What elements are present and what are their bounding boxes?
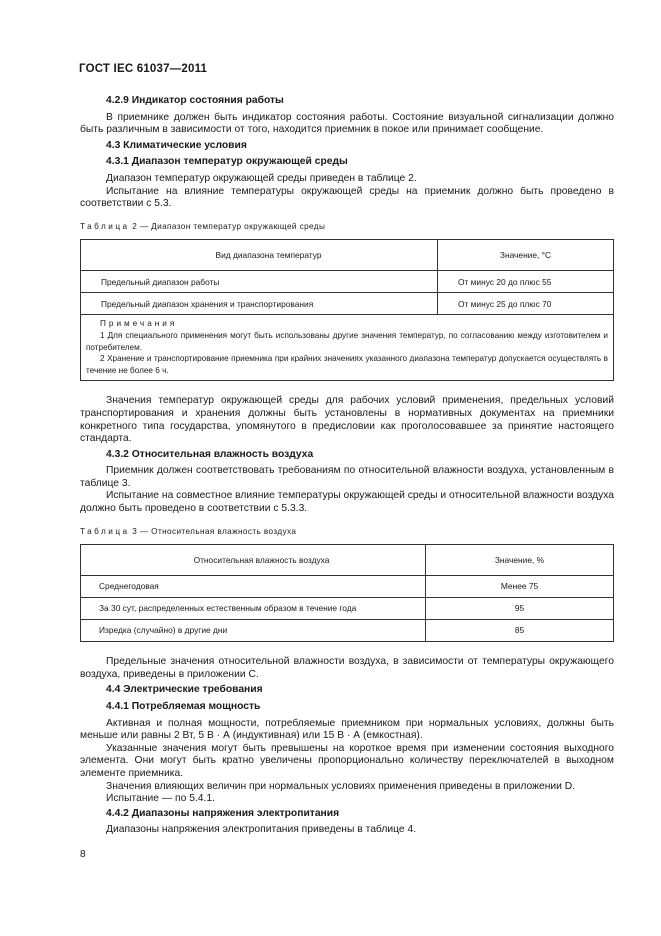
after-table-3-paragraph: Предельные значения относительной влажности воздуха, в зависимости от температуры окружающего воздуха, приведены в приложении С. bbox=[80, 656, 614, 680]
table-row bbox=[81, 620, 614, 642]
table-3-cell: Менее 75 bbox=[426, 576, 614, 598]
table-3-caption-text: 3 — Относительная влажность воздуха bbox=[129, 526, 297, 536]
table-row bbox=[81, 598, 614, 620]
table-2-caption-word: Таблица bbox=[80, 221, 130, 231]
table-3-caption-word: Таблица bbox=[80, 526, 130, 536]
table-2-header-row bbox=[81, 240, 614, 271]
section-4-3-1-paragraph-1: Диапазон температур окружающей среды приведен в таблице 2. bbox=[106, 172, 417, 184]
table-2-cell: Предельный диапазон работы bbox=[81, 271, 438, 293]
notes-title: Примечания bbox=[100, 319, 178, 329]
table-2-cell: Предельный диапазон хранения и транспортирования bbox=[81, 293, 438, 315]
table-3-cell: Изредка (случайно) в другие дни bbox=[81, 620, 426, 642]
section-4-4-2-title: 4.4.2 Диапазоны напряжения электропитания bbox=[106, 807, 340, 819]
table-2-cell: От минус 20 до плюс 55 bbox=[438, 271, 614, 293]
section-4-3-1-paragraph-2: Испытание на влияние температуры окружающей среды на приемник должно быть проведено в соответствии с 5.3. bbox=[80, 185, 614, 210]
table-row bbox=[81, 293, 614, 315]
table-2-header-type: Вид диапазона температур bbox=[81, 240, 438, 271]
table-3-header-value: Значение, % bbox=[426, 545, 614, 576]
table-3-caption bbox=[80, 526, 614, 539]
table-2-caption bbox=[80, 221, 614, 234]
section-4-4-1-paragraph-1: Активная и полная мощности, потребляемые приемником при нормальных условиях, должны быть меньше или равны 2 Вт, 5 В · А (индуктивная) или 15 В · А (емкостная). bbox=[80, 717, 614, 742]
table-3-cell: 85 bbox=[426, 620, 614, 642]
table-3 bbox=[80, 544, 614, 642]
section-4-4-title: 4.4 Электрические требования bbox=[106, 684, 263, 696]
section-4-2-9-paragraph: В приемнике должен быть индикатор состояния работы. Состояние визуальной сигнализации должно быть различным в зависимости от того, находится приемник в покое или принимает сообщение. bbox=[80, 111, 614, 136]
section-4-4-1-title: 4.4.1 Потребляемая мощность bbox=[106, 701, 261, 713]
table-3-header-humidity: Относительная влажность воздуха bbox=[81, 545, 426, 576]
section-4-3-2-title: 4.3.2 Относительная влажность воздуха bbox=[106, 448, 314, 460]
section-4-2-9-title: 4.2.9 Индикатор состояния работы bbox=[106, 95, 284, 106]
section-4-4-1-paragraph-2: Указанные значения могут быть превышены на короткое время при изменении состояния выходного элемента. Они могут быть кратно увеличены пропорционально количеству переключателей в выходном элементе приемника. bbox=[80, 742, 614, 779]
table-3-cell: Среднегодовая bbox=[81, 576, 426, 598]
table-3-cell: 95 bbox=[426, 598, 614, 620]
table-3-header-row bbox=[81, 545, 614, 576]
note-2: 2 Хранение и транспортирование приемника при крайних значениях указанного диапазона температур допускается осуществлять в течение не более 6 ч. bbox=[86, 354, 608, 375]
after-table-2-paragraph: Значения температур окружающей среды для рабочих условий применения, предельных условий транспортирования и хранения должны быть установлены в нормативных документах на приемники конкретного типа государства, упомянутого в предисловии как проголосовавшее за принятие настоящего стандарта. bbox=[80, 395, 614, 445]
page-number: 8 bbox=[80, 849, 86, 860]
table-2-caption-text: 2 — Диапазон температур окружающей среды bbox=[129, 221, 326, 231]
section-4-3-title: 4.3 Климатические условия bbox=[106, 139, 247, 151]
table-3-cell: За 30 сут, распределенных естественным образом в течение года bbox=[81, 598, 426, 620]
section-4-4-1-paragraph-4: Испытание — по 5.4.1. bbox=[106, 793, 215, 805]
section-4-3-1-title: 4.3.1 Диапазон температур окружающей среды bbox=[106, 156, 348, 168]
table-row bbox=[81, 271, 614, 293]
table-2-cell: От минус 25 до плюс 70 bbox=[438, 293, 614, 315]
section-4-3-2-paragraph-1: Приемник должен соответствовать требованиям по относительной влажности воздуха, установленным в таблице 3. bbox=[80, 465, 614, 489]
table-2-notes-row bbox=[81, 315, 614, 381]
section-4-3-2-paragraph-2: Испытание на совместное влияние температуры окружающей среды и относительной влажности воздуха должно быть проведено в соответствии с 5.3.3. bbox=[80, 490, 614, 515]
page-content bbox=[80, 92, 614, 837]
table-2 bbox=[80, 239, 614, 381]
standard-header: ГОСТ IEC 61037—2011 bbox=[79, 63, 208, 75]
note-1: 1 Для специального применения могут быть использованы другие значения температур, по согласованию между изготовителем и потребителем. bbox=[86, 330, 608, 352]
table-2-notes bbox=[81, 315, 614, 381]
section-4-4-1-paragraph-3: Значения влияющих величин при нормальных условиях применения приведены в приложении D. bbox=[106, 780, 576, 792]
table-2-header-value: Значение, °С bbox=[438, 240, 614, 271]
section-4-4-2-paragraph: Диапазоны напряжения электропитания приведены в таблице 4. bbox=[106, 824, 417, 836]
table-row bbox=[81, 576, 614, 598]
